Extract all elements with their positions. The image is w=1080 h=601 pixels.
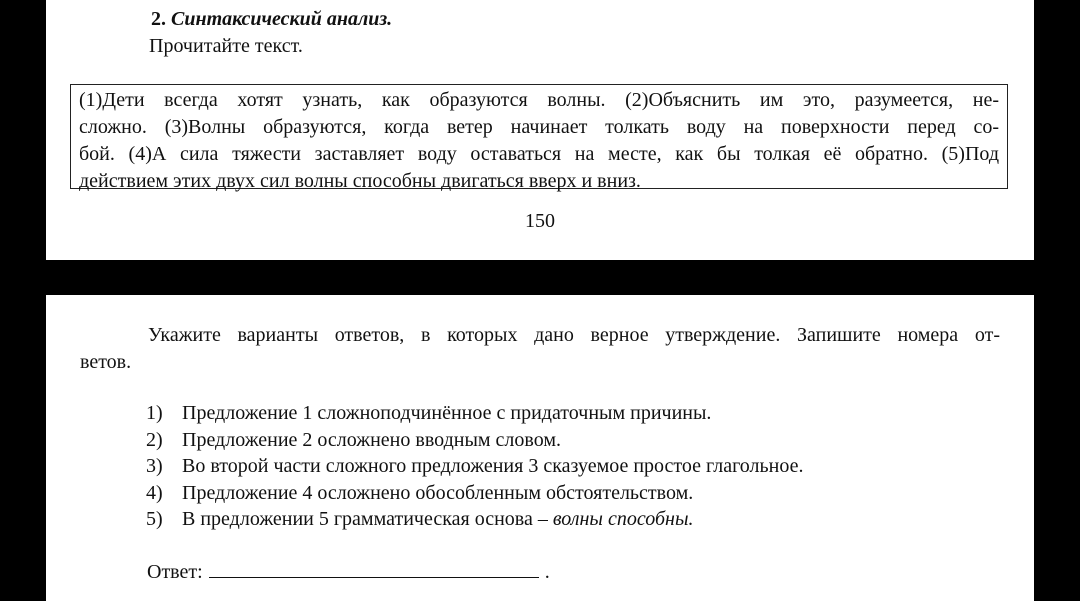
answer-label: Ответ: xyxy=(147,561,203,583)
reading-text-box xyxy=(70,84,1008,192)
option-item xyxy=(146,400,803,427)
option-text-italic: волны способны. xyxy=(552,508,694,530)
task-title xyxy=(151,8,392,31)
question-text xyxy=(80,322,1000,376)
option-item xyxy=(146,480,803,507)
option-text: Предложение 1 сложноподчинённое с придаточным причины. xyxy=(182,402,712,424)
task-number: 2. xyxy=(151,8,166,30)
option-number: 1) xyxy=(146,402,163,424)
task-title-text: Синтаксический анализ. xyxy=(171,8,393,30)
answer-row xyxy=(147,557,550,584)
answer-field[interactable] xyxy=(209,557,539,578)
option-item xyxy=(146,427,803,454)
option-text xyxy=(182,506,693,533)
option-item xyxy=(146,506,803,533)
option-number: 3) xyxy=(146,455,163,477)
task-instruction: Прочитайте текст. xyxy=(149,35,303,57)
text-line: (1)Дети всегда хотят узнать, как образуются волны. (2)Объяснить им это, разумеется, не- xyxy=(79,89,999,111)
option-text: Во второй части сложного предложения 3 сказуемое простое глагольное. xyxy=(182,455,804,477)
option-text-plain: В предложении 5 грамматическая основа – xyxy=(182,508,553,530)
text-line: бой. (4)А сила тяжести заставляет воду оставаться на месте, как бы толкая её обратно. (5)Под xyxy=(79,143,999,165)
question-line: ветов. xyxy=(80,351,132,373)
page-top-fragment xyxy=(46,0,1034,260)
option-text: Предложение 2 осложнено вводным словом. xyxy=(182,428,561,451)
option-number: 2) xyxy=(146,428,163,451)
page-bottom-fragment xyxy=(46,295,1034,601)
page-number: 150 xyxy=(525,210,555,232)
option-text: Предложение 4 осложнено обособленным обстоятельством. xyxy=(182,481,694,504)
option-number: 5) xyxy=(146,508,163,530)
option-number: 4) xyxy=(146,481,163,504)
text-line: действием этих двух сил волны способны двигаться вверх и вниз. xyxy=(79,170,641,192)
question-line: Укажите варианты ответов, в которых дано верное утверждение. Запишите номера от- xyxy=(148,324,1000,346)
option-item xyxy=(146,453,803,480)
answer-options xyxy=(146,400,803,533)
answer-end: . xyxy=(544,561,550,583)
text-line: сложно. (3)Волны образуются, когда ветер начинает толкать воду на поверхности перед со- xyxy=(79,116,999,138)
